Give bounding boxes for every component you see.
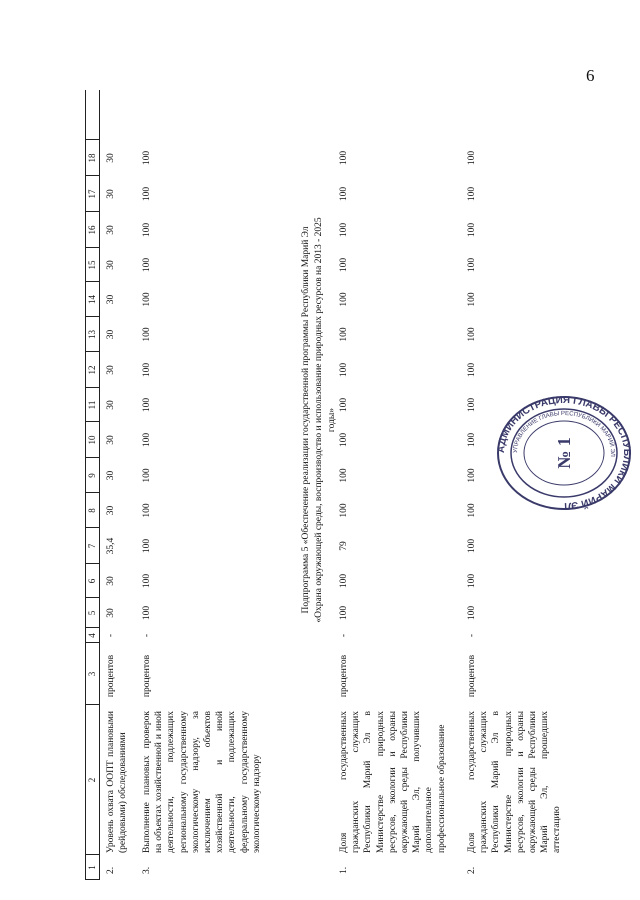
stamp-inner-text: УПРАВЛЕНИЕ ГЛАВЫ РЕСПУБЛИКИ МАРИЙ ЭЛ [512, 410, 616, 457]
row-value: 100 [339, 468, 349, 483]
header-col-16: 16 [87, 225, 97, 235]
header-divider [85, 457, 99, 458]
row-value: 100 [142, 150, 152, 166]
header-col-9: 9 [87, 473, 97, 478]
row-value: 100 [339, 503, 349, 518]
official-stamp [494, 393, 634, 513]
row-value: - [467, 633, 477, 638]
row-value: 100 [142, 432, 152, 448]
row-value: 30 [106, 365, 116, 375]
header-divider [85, 527, 99, 528]
header-divider [85, 351, 99, 352]
row-value: 30 [106, 260, 116, 270]
header-col-2: 2 [87, 777, 97, 783]
row-value: 30 [106, 225, 116, 235]
header-divider [85, 175, 99, 176]
row-value: 100 [467, 292, 477, 307]
row-value: 100 [142, 222, 152, 238]
header-col-6: 6 [87, 578, 97, 584]
header-col-13: 13 [87, 330, 97, 339]
row-value: 30 [106, 153, 116, 163]
row-value: 100 [339, 257, 349, 273]
stamp-outer-text: АДМИНИСТРАЦИЯ ГЛАВЫ РЕСПУБЛИКИ МАРИЙ ЭЛ [495, 394, 633, 512]
header-divider [85, 316, 99, 317]
row-value: - [106, 633, 116, 638]
row-value: 100 [467, 432, 477, 448]
header-divider [85, 704, 99, 705]
row-value: 30 [106, 189, 116, 199]
row-value: 30 [106, 576, 116, 586]
header-col-10: 10 [87, 435, 97, 445]
header-col-8: 8 [87, 508, 97, 513]
header-col-15: 15 [87, 260, 97, 270]
row-value: 100 [142, 605, 152, 621]
header-divider [85, 139, 99, 140]
header-col-11: 11 [87, 400, 97, 410]
row-description: Уровень охвата ООПТ плановыми (рейдовыми) обследованиями [106, 711, 129, 853]
header-divider [85, 387, 99, 388]
row-value: 100 [467, 503, 477, 518]
row-value: - [339, 633, 349, 638]
row-value: - [142, 633, 152, 638]
stamp-number: № 1 [554, 437, 574, 469]
row-number: 2. [106, 866, 116, 874]
row-value: 30 [106, 329, 116, 340]
page-number: 6 [586, 66, 595, 85]
row-unit: процентов [339, 654, 349, 698]
header-col-4: 4 [87, 633, 97, 638]
row-value: 100 [142, 292, 152, 307]
header-col-3: 3 [87, 671, 97, 677]
row-unit: процентов [106, 654, 116, 698]
row-value: 100 [339, 573, 349, 589]
header-col-7: 7 [87, 543, 97, 549]
row-value: 100 [467, 150, 477, 166]
row-value: 100 [142, 362, 152, 378]
row-value: 100 [339, 292, 349, 307]
row-unit: процентов [142, 654, 152, 698]
header-divider [85, 854, 99, 855]
row-unit: процентов [467, 654, 477, 698]
row-value: 100 [142, 186, 152, 202]
header-col-5: 5 [87, 610, 97, 616]
row-value: 100 [142, 468, 152, 483]
row-value: 30 [106, 294, 116, 305]
row-number: 1. [339, 866, 349, 874]
row-value: 100 [339, 150, 349, 166]
row-value: 30 [106, 435, 116, 445]
row-value: 100 [467, 362, 477, 378]
row-value: 100 [339, 605, 349, 621]
header-divider [85, 597, 99, 598]
header-col-14: 14 [87, 295, 97, 304]
row-value: 100 [339, 222, 349, 238]
header-col-17: 17 [87, 189, 97, 199]
header-divider [85, 879, 99, 880]
row-value: 100 [142, 257, 152, 273]
header-divider [85, 563, 99, 564]
header-divider [85, 211, 99, 212]
row-value: 100 [467, 222, 477, 238]
row-value: 100 [467, 573, 477, 589]
row-value: 100 [142, 327, 152, 342]
row-value: 100 [467, 605, 477, 621]
header-divider [85, 492, 99, 493]
row-description: Выполнение плановых проверок на объектах хозяйственной и иной деятельности, подлежащих региональному государственному экологическому надзору, за исключением объектов хозяйственной и иной деятельности, подлежащих федеральному государственному экологическому надзору [142, 711, 262, 853]
row-value: 79 [339, 541, 349, 551]
row-value: 30 [106, 505, 116, 516]
subprogram-line-2: «Охрана окружающей среды, воспроизводство и использование природных ресурсов на 2013 - 2025 годы» [314, 217, 337, 623]
row-value: 35,4 [106, 537, 116, 555]
row-value: 100 [339, 186, 349, 202]
row-value: 30 [106, 470, 116, 481]
row-number: 2. [467, 866, 477, 874]
row-value: 100 [142, 397, 152, 413]
row-description: Доля государственных гражданских служащих Республики Марий Эл в Министерстве природных ресурсов, экологии и охраны окружающей среды Республики Марий Эл, получивших дополнительное профессиональное образование [339, 711, 447, 853]
row-value: 100 [467, 538, 477, 554]
header-bottom-line [99, 90, 100, 880]
header-divider [85, 421, 99, 422]
row-value: 100 [467, 186, 477, 202]
row-value: 100 [142, 538, 152, 554]
row-value: 100 [467, 327, 477, 342]
row-value: 30 [106, 400, 116, 410]
header-divider [85, 247, 99, 248]
subprogram-title [300, 210, 339, 630]
row-value: 100 [339, 362, 349, 378]
row-description: Доля государственных гражданских служащих Республики Марий Эл в Министерстве природных ресурсов, экологии и охраны окружающей среды Республики Марий Эл, прошедших аттестацию [467, 711, 563, 853]
header-col-1: 1 [87, 865, 97, 870]
row-value: 100 [339, 327, 349, 342]
row-value: 100 [339, 397, 349, 413]
header-divider [85, 642, 99, 643]
header-col-18: 18 [87, 153, 97, 163]
row-value: 100 [467, 397, 477, 413]
row-value: 100 [142, 503, 152, 518]
row-value: 100 [142, 573, 152, 589]
row-value: 30 [106, 608, 116, 618]
row-value: 100 [339, 432, 349, 448]
header-divider [85, 281, 99, 282]
row-value: 100 [467, 257, 477, 273]
header-col-12: 12 [87, 365, 97, 375]
row-value: 100 [467, 468, 477, 483]
subprogram-line-1: Подпрограмма 5 «Обеспечение реализации государственной программы Республики Марий Эл [301, 226, 311, 614]
row-number: 3. [142, 866, 152, 874]
header-divider [85, 627, 99, 628]
